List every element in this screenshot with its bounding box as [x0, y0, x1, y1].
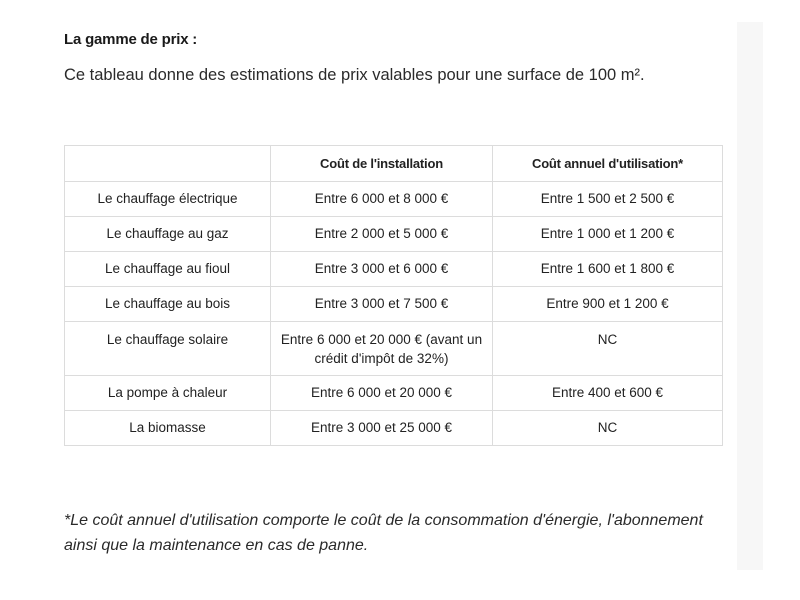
- right-sidebar-strip: [737, 22, 763, 570]
- installation-cost-cell: Entre 3 000 et 25 000 €: [271, 411, 493, 446]
- annual-cost-cell: Entre 1 600 et 1 800 €: [493, 252, 723, 287]
- annual-cost-cell: Entre 1 500 et 2 500 €: [493, 182, 723, 217]
- table-row: [65, 287, 723, 322]
- table-row: [65, 376, 723, 411]
- installation-cost-cell: Entre 6 000 et 8 000 €: [271, 182, 493, 217]
- annual-cost-cell: NC: [493, 322, 723, 376]
- heating-type-cell: Le chauffage solaire: [65, 322, 271, 376]
- annual-cost-cell: Entre 900 et 1 200 €: [493, 287, 723, 322]
- table-row: [65, 252, 723, 287]
- table-header-row: [65, 146, 723, 182]
- footnote: *Le coût annuel d'utilisation comporte le coût de la consommation d'énergie, l'abonnement ainsi que la maintenance en cas de panne.: [64, 512, 703, 554]
- table-row: [65, 322, 723, 376]
- installation-cost-cell: Entre 6 000 et 20 000 € (avant un crédit d'impôt de 32%): [271, 322, 493, 376]
- heating-type-cell: Le chauffage au gaz: [65, 217, 271, 252]
- installation-cost-cell: Entre 2 000 et 5 000 €: [271, 217, 493, 252]
- annual-cost-cell: Entre 400 et 600 €: [493, 376, 723, 411]
- price-range-table: [64, 145, 723, 446]
- heating-type-cell: Le chauffage électrique: [65, 182, 271, 217]
- table-row: [65, 411, 723, 446]
- table-row: [65, 182, 723, 217]
- heating-type-cell: La pompe à chaleur: [65, 376, 271, 411]
- annual-cost-cell: NC: [493, 411, 723, 446]
- section-heading: La gamme de prix :: [64, 31, 198, 48]
- header-installation-cost: Coût de l'installation: [271, 146, 493, 182]
- annual-cost-cell: Entre 1 000 et 1 200 €: [493, 217, 723, 252]
- table-row: [65, 217, 723, 252]
- heating-type-cell: Le chauffage au fioul: [65, 252, 271, 287]
- heating-type-cell: Le chauffage au bois: [65, 287, 271, 322]
- heating-type-cell: La biomasse: [65, 411, 271, 446]
- installation-cost-cell: Entre 6 000 et 20 000 €: [271, 376, 493, 411]
- installation-cost-cell: Entre 3 000 et 7 500 €: [271, 287, 493, 322]
- header-annual-cost: Coût annuel d'utilisation*: [493, 146, 723, 182]
- intro-paragraph: Ce tableau donne des estimations de prix valables pour une surface de 100 m².: [64, 66, 645, 84]
- installation-cost-cell: Entre 3 000 et 6 000 €: [271, 252, 493, 287]
- header-heating-type: [65, 146, 271, 182]
